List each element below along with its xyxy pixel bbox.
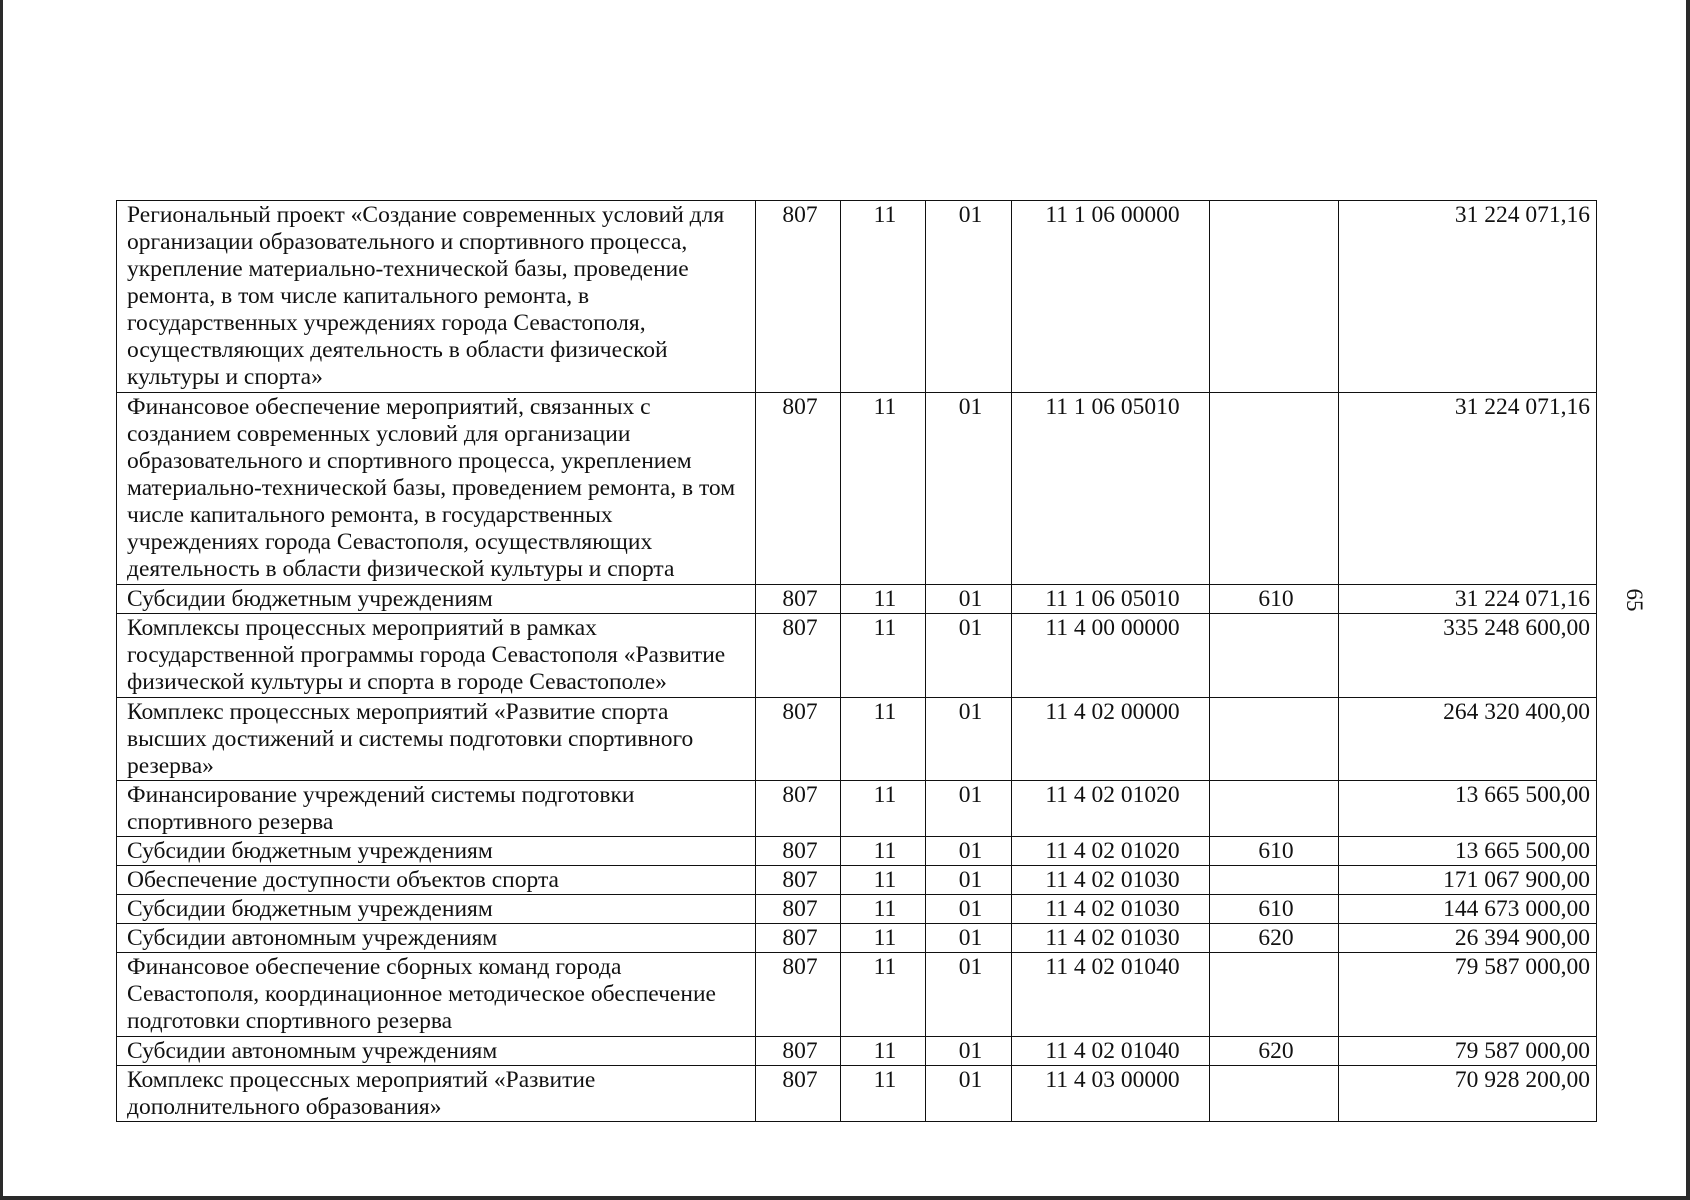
row-sum-cell: 79 587 000,00 <box>1339 953 1597 1037</box>
row-csr-cell: 11 4 02 01020 <box>1012 837 1210 866</box>
row-rz-cell: 11 <box>841 1066 926 1122</box>
row-ved-cell: 807 <box>756 924 841 953</box>
row-sum-cell: 335 248 600,00 <box>1339 614 1597 698</box>
row-name-cell: Финансовое обеспечение сборных команд города Севастополя, координационное методическое обеспечение подготовки спортивного резерва <box>117 953 756 1037</box>
row-sum-cell: 79 587 000,00 <box>1339 1037 1597 1066</box>
row-sum-cell: 31 224 071,16 <box>1339 201 1597 393</box>
row-rz-cell: 11 <box>841 698 926 781</box>
table-row <box>117 895 1597 924</box>
row-rz-cell: 11 <box>841 585 926 614</box>
row-vr-cell <box>1210 614 1339 698</box>
row-rz-cell: 11 <box>841 895 926 924</box>
row-rz-cell: 11 <box>841 614 926 698</box>
row-ved-cell: 807 <box>756 953 841 1037</box>
row-sum-cell: 70 928 200,00 <box>1339 1066 1597 1122</box>
row-rz-cell: 11 <box>841 866 926 895</box>
scan-edge-right <box>1686 0 1690 1200</box>
row-pr-cell: 01 <box>926 895 1012 924</box>
row-sum-cell: 26 394 900,00 <box>1339 924 1597 953</box>
table-row <box>117 924 1597 953</box>
row-rz-cell: 11 <box>841 924 926 953</box>
row-name-cell: Субсидии бюджетным учреждениям <box>117 837 756 866</box>
row-ved-cell: 807 <box>756 866 841 895</box>
row-vr-cell: 610 <box>1210 895 1339 924</box>
table-row <box>117 585 1597 614</box>
row-csr-cell: 11 4 02 01030 <box>1012 895 1210 924</box>
row-sum-cell: 264 320 400,00 <box>1339 698 1597 781</box>
row-name-cell: Субсидии бюджетным учреждениям <box>117 895 756 924</box>
table-row <box>117 1037 1597 1066</box>
page-number: 65 <box>1622 588 1647 612</box>
row-csr-cell: 11 1 06 00000 <box>1012 201 1210 393</box>
table-row <box>117 953 1597 1037</box>
row-vr-cell: 620 <box>1210 1037 1339 1066</box>
row-pr-cell: 01 <box>926 698 1012 781</box>
row-csr-cell: 11 1 06 05010 <box>1012 585 1210 614</box>
row-name-cell: Субсидии автономным учреждениям <box>117 924 756 953</box>
row-csr-cell: 11 4 02 01030 <box>1012 866 1210 895</box>
row-pr-cell: 01 <box>926 924 1012 953</box>
row-sum-cell: 31 224 071,16 <box>1339 393 1597 585</box>
row-name-cell: Региональный проект «Создание современных условий для организации образовательного и спортивного процесса, укрепление материально-технической базы, проведение ремонта, в том числе капитального ремонта, в государственных учреждениях города Севастополя, осуществляющих деятельность в области физической культуры и спорта» <box>117 201 756 393</box>
row-pr-cell: 01 <box>926 953 1012 1037</box>
row-name-cell: Финансирование учреждений системы подготовки спортивного резерва <box>117 781 756 837</box>
row-ved-cell: 807 <box>756 614 841 698</box>
row-name-cell: Субсидии автономным учреждениям <box>117 1037 756 1066</box>
row-ved-cell: 807 <box>756 393 841 585</box>
budget-table <box>116 200 1597 1122</box>
row-vr-cell <box>1210 953 1339 1037</box>
table-row <box>117 866 1597 895</box>
row-rz-cell: 11 <box>841 781 926 837</box>
table-row <box>117 614 1597 698</box>
row-sum-cell: 144 673 000,00 <box>1339 895 1597 924</box>
row-name-cell: Комплекс процессных мероприятий «Развитие дополнительного образования» <box>117 1066 756 1122</box>
row-csr-cell: 11 4 00 00000 <box>1012 614 1210 698</box>
row-pr-cell: 01 <box>926 201 1012 393</box>
table-row <box>117 781 1597 837</box>
row-csr-cell: 11 4 02 01040 <box>1012 1037 1210 1066</box>
row-name-cell: Субсидии бюджетным учреждениям <box>117 585 756 614</box>
row-pr-cell: 01 <box>926 393 1012 585</box>
row-rz-cell: 11 <box>841 201 926 393</box>
row-sum-cell: 13 665 500,00 <box>1339 837 1597 866</box>
row-rz-cell: 11 <box>841 837 926 866</box>
table-row <box>117 837 1597 866</box>
row-vr-cell: 610 <box>1210 585 1339 614</box>
row-csr-cell: 11 4 02 01040 <box>1012 953 1210 1037</box>
row-vr-cell <box>1210 698 1339 781</box>
row-pr-cell: 01 <box>926 614 1012 698</box>
table-row <box>117 1066 1597 1122</box>
row-vr-cell <box>1210 201 1339 393</box>
row-ved-cell: 807 <box>756 1066 841 1122</box>
row-name-cell: Обеспечение доступности объектов спорта <box>117 866 756 895</box>
row-vr-cell: 610 <box>1210 837 1339 866</box>
row-csr-cell: 11 4 02 01030 <box>1012 924 1210 953</box>
row-sum-cell: 13 665 500,00 <box>1339 781 1597 837</box>
row-rz-cell: 11 <box>841 953 926 1037</box>
row-pr-cell: 01 <box>926 837 1012 866</box>
scan-edge-left <box>0 0 3 1200</box>
row-name-cell: Финансовое обеспечение мероприятий, связанных с созданием современных условий для организации образовательного и спортивного процесса, укреплением материально-технической базы, проведением ремонта, в том числе капитального ремонта, в государственных учреждениях города Севастополя, осуществляющих деятельность в области физической культуры и спорта <box>117 393 756 585</box>
row-csr-cell: 11 1 06 05010 <box>1012 393 1210 585</box>
row-vr-cell: 620 <box>1210 924 1339 953</box>
row-pr-cell: 01 <box>926 585 1012 614</box>
row-name-cell: Комплекс процессных мероприятий «Развитие спорта высших достижений и системы подготовки спортивного резерва» <box>117 698 756 781</box>
row-pr-cell: 01 <box>926 866 1012 895</box>
row-csr-cell: 11 4 03 00000 <box>1012 1066 1210 1122</box>
row-ved-cell: 807 <box>756 585 841 614</box>
table-row <box>117 201 1597 393</box>
row-sum-cell: 171 067 900,00 <box>1339 866 1597 895</box>
row-sum-cell: 31 224 071,16 <box>1339 585 1597 614</box>
row-rz-cell: 11 <box>841 1037 926 1066</box>
row-rz-cell: 11 <box>841 393 926 585</box>
row-ved-cell: 807 <box>756 201 841 393</box>
row-ved-cell: 807 <box>756 781 841 837</box>
row-ved-cell: 807 <box>756 895 841 924</box>
row-vr-cell <box>1210 393 1339 585</box>
scan-edge-bottom <box>0 1196 1690 1200</box>
row-ved-cell: 807 <box>756 1037 841 1066</box>
row-vr-cell <box>1210 866 1339 895</box>
row-pr-cell: 01 <box>926 1037 1012 1066</box>
row-pr-cell: 01 <box>926 1066 1012 1122</box>
row-ved-cell: 807 <box>756 698 841 781</box>
row-pr-cell: 01 <box>926 781 1012 837</box>
row-ved-cell: 807 <box>756 837 841 866</box>
row-vr-cell <box>1210 1066 1339 1122</box>
table-row <box>117 698 1597 781</box>
table-row <box>117 393 1597 585</box>
row-name-cell: Комплексы процессных мероприятий в рамках государственной программы города Севастополя «Развитие физической культуры и спорта в городе Севастополе» <box>117 614 756 698</box>
row-csr-cell: 11 4 02 01020 <box>1012 781 1210 837</box>
row-vr-cell <box>1210 781 1339 837</box>
row-csr-cell: 11 4 02 00000 <box>1012 698 1210 781</box>
